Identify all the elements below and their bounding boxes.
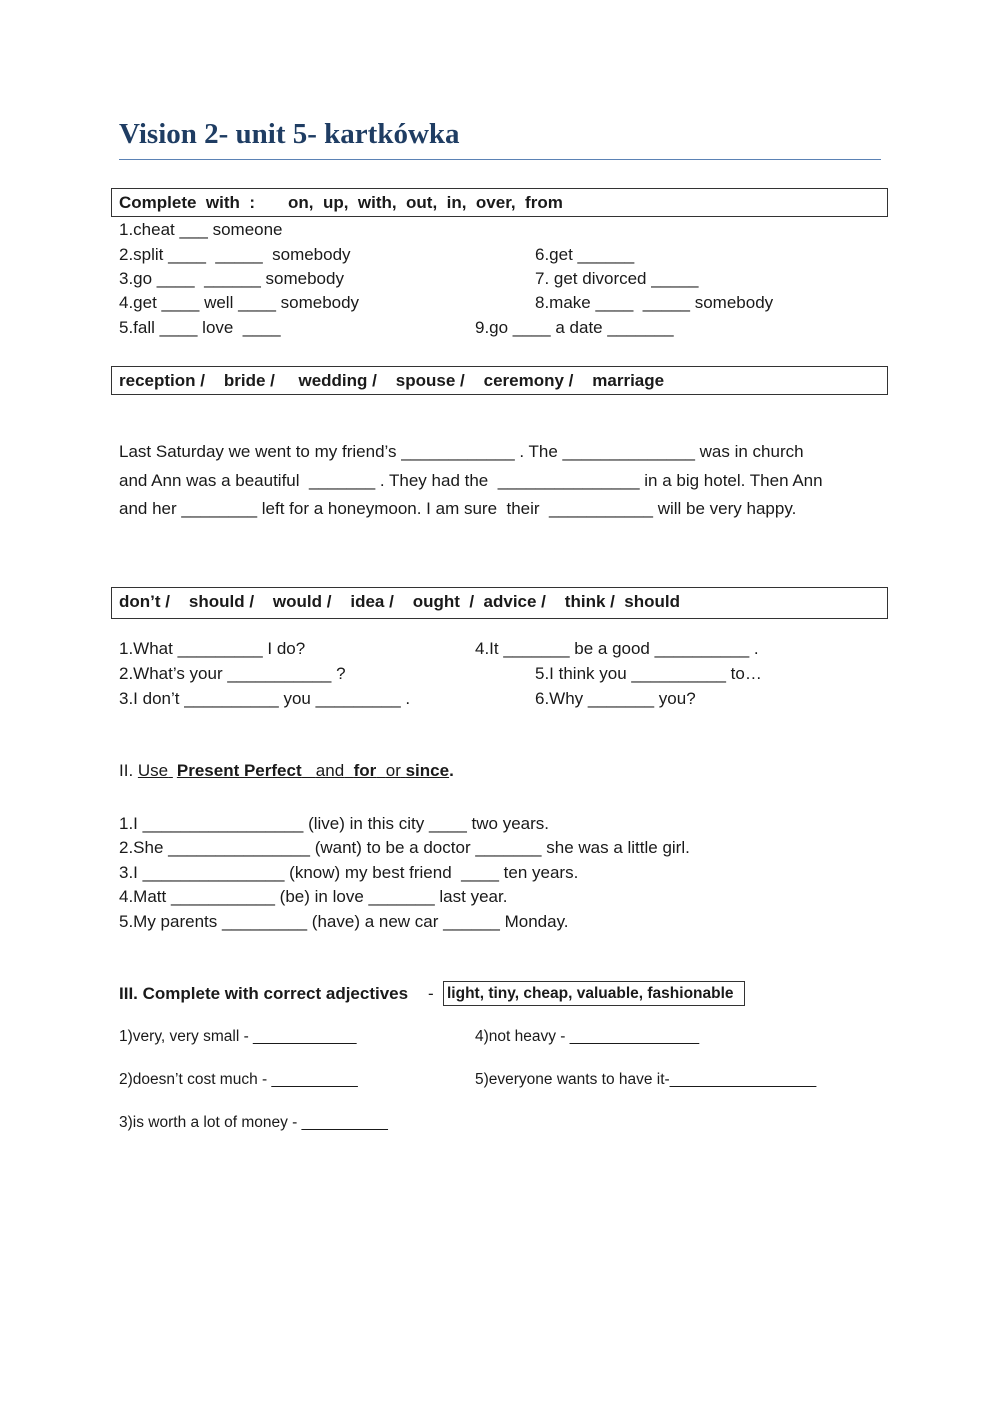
heading-or: or: [385, 761, 401, 780]
exercise-item: 2.split ____ _____ somebody: [119, 245, 351, 264]
word-box-words: reception / bride / wedding / spouse / ceremony / marriage: [119, 371, 665, 390]
exercise-item: 6.get ______: [535, 245, 635, 264]
heading-since: since: [405, 761, 450, 780]
exercise-item: 4.get ____ well ____ somebody: [119, 293, 360, 312]
section-heading-adjectives: III. Complete with correct adjectives: [119, 984, 409, 1003]
paragraph-line: Last Saturday we went to my friend’s ____________ . The ______________ was in church: [119, 442, 804, 461]
exercise-item: 5)everyone wants to have it-_________________: [475, 1071, 817, 1088]
exercise-item: 3.go ____ ______ somebody: [119, 269, 344, 288]
heading-and: and: [315, 761, 345, 780]
exercise-item: 6.Why _______ you?: [535, 689, 696, 708]
section-heading-present-perfect: [119, 761, 454, 781]
exercise-item: 3.I _______________ (know) my best friend ____ ten years.: [119, 863, 579, 882]
exercise-item: 1.cheat ___ someone: [119, 220, 283, 239]
heading-dot: .: [449, 761, 454, 780]
exercise-item: 4.Matt ___________ (be) in love _______ last year.: [119, 887, 508, 906]
exercise-item: 2)doesn’t cost much - __________: [119, 1071, 358, 1088]
heading-for: for: [353, 761, 377, 780]
exercise-item: 5.fall ____ love ____: [119, 318, 281, 337]
exercise-item: 4)not heavy - _______________: [475, 1028, 700, 1045]
exercise-item: 2.She _______________ (want) to be a doctor _______ she was a little girl.: [119, 838, 690, 857]
exercise-item: 2.What’s your ___________ ?: [119, 664, 346, 683]
word-box-words: light, tiny, cheap, valuable, fashionable: [447, 985, 734, 1002]
exercise-item: 1.What _________ I do?: [119, 639, 306, 658]
title-underline: [119, 159, 881, 160]
paragraph-line: and Ann was a beautiful _______ . They had the _______________ in a big hotel. Then Ann: [119, 471, 823, 490]
heading-present-perfect: Present Perfect: [176, 761, 302, 780]
exercise-item: 1.I _________________ (live) in this city ____ two years.: [119, 814, 549, 833]
heading-use: Use: [137, 761, 169, 780]
exercise-item: 5.My parents _________ (have) a new car ______ Monday.: [119, 912, 569, 931]
exercise-item: 7. get divorced _____: [535, 269, 699, 288]
heading-number: II.: [119, 761, 138, 780]
exercise-item: 1)very, very small - ____________: [119, 1028, 357, 1045]
heading-dash: -: [428, 984, 434, 1003]
word-box-words: don’t / should / would / idea / ought / advice / think / should: [119, 592, 681, 611]
paragraph-line: and her ________ left for a honeymoon. I am sure their ___________ will be very happy.: [119, 499, 797, 518]
page-title: Vision 2- unit 5- kartkówka: [119, 118, 460, 150]
exercise-item: 5.I think you __________ to…: [535, 664, 762, 683]
exercise-item: 3.I don’t __________ you _________ .: [119, 689, 411, 708]
word-box-lead: Complete with :: [119, 193, 255, 212]
exercise-item: 3)is worth a lot of money - __________: [119, 1114, 388, 1131]
exercise-item: 8.make ____ _____ somebody: [535, 293, 774, 312]
word-box-words: on, up, with, out, in, over, from: [288, 193, 563, 212]
exercise-item: 9.go ____ a date _______: [475, 318, 674, 337]
exercise-item: 4.It _______ be a good __________ .: [475, 639, 759, 658]
